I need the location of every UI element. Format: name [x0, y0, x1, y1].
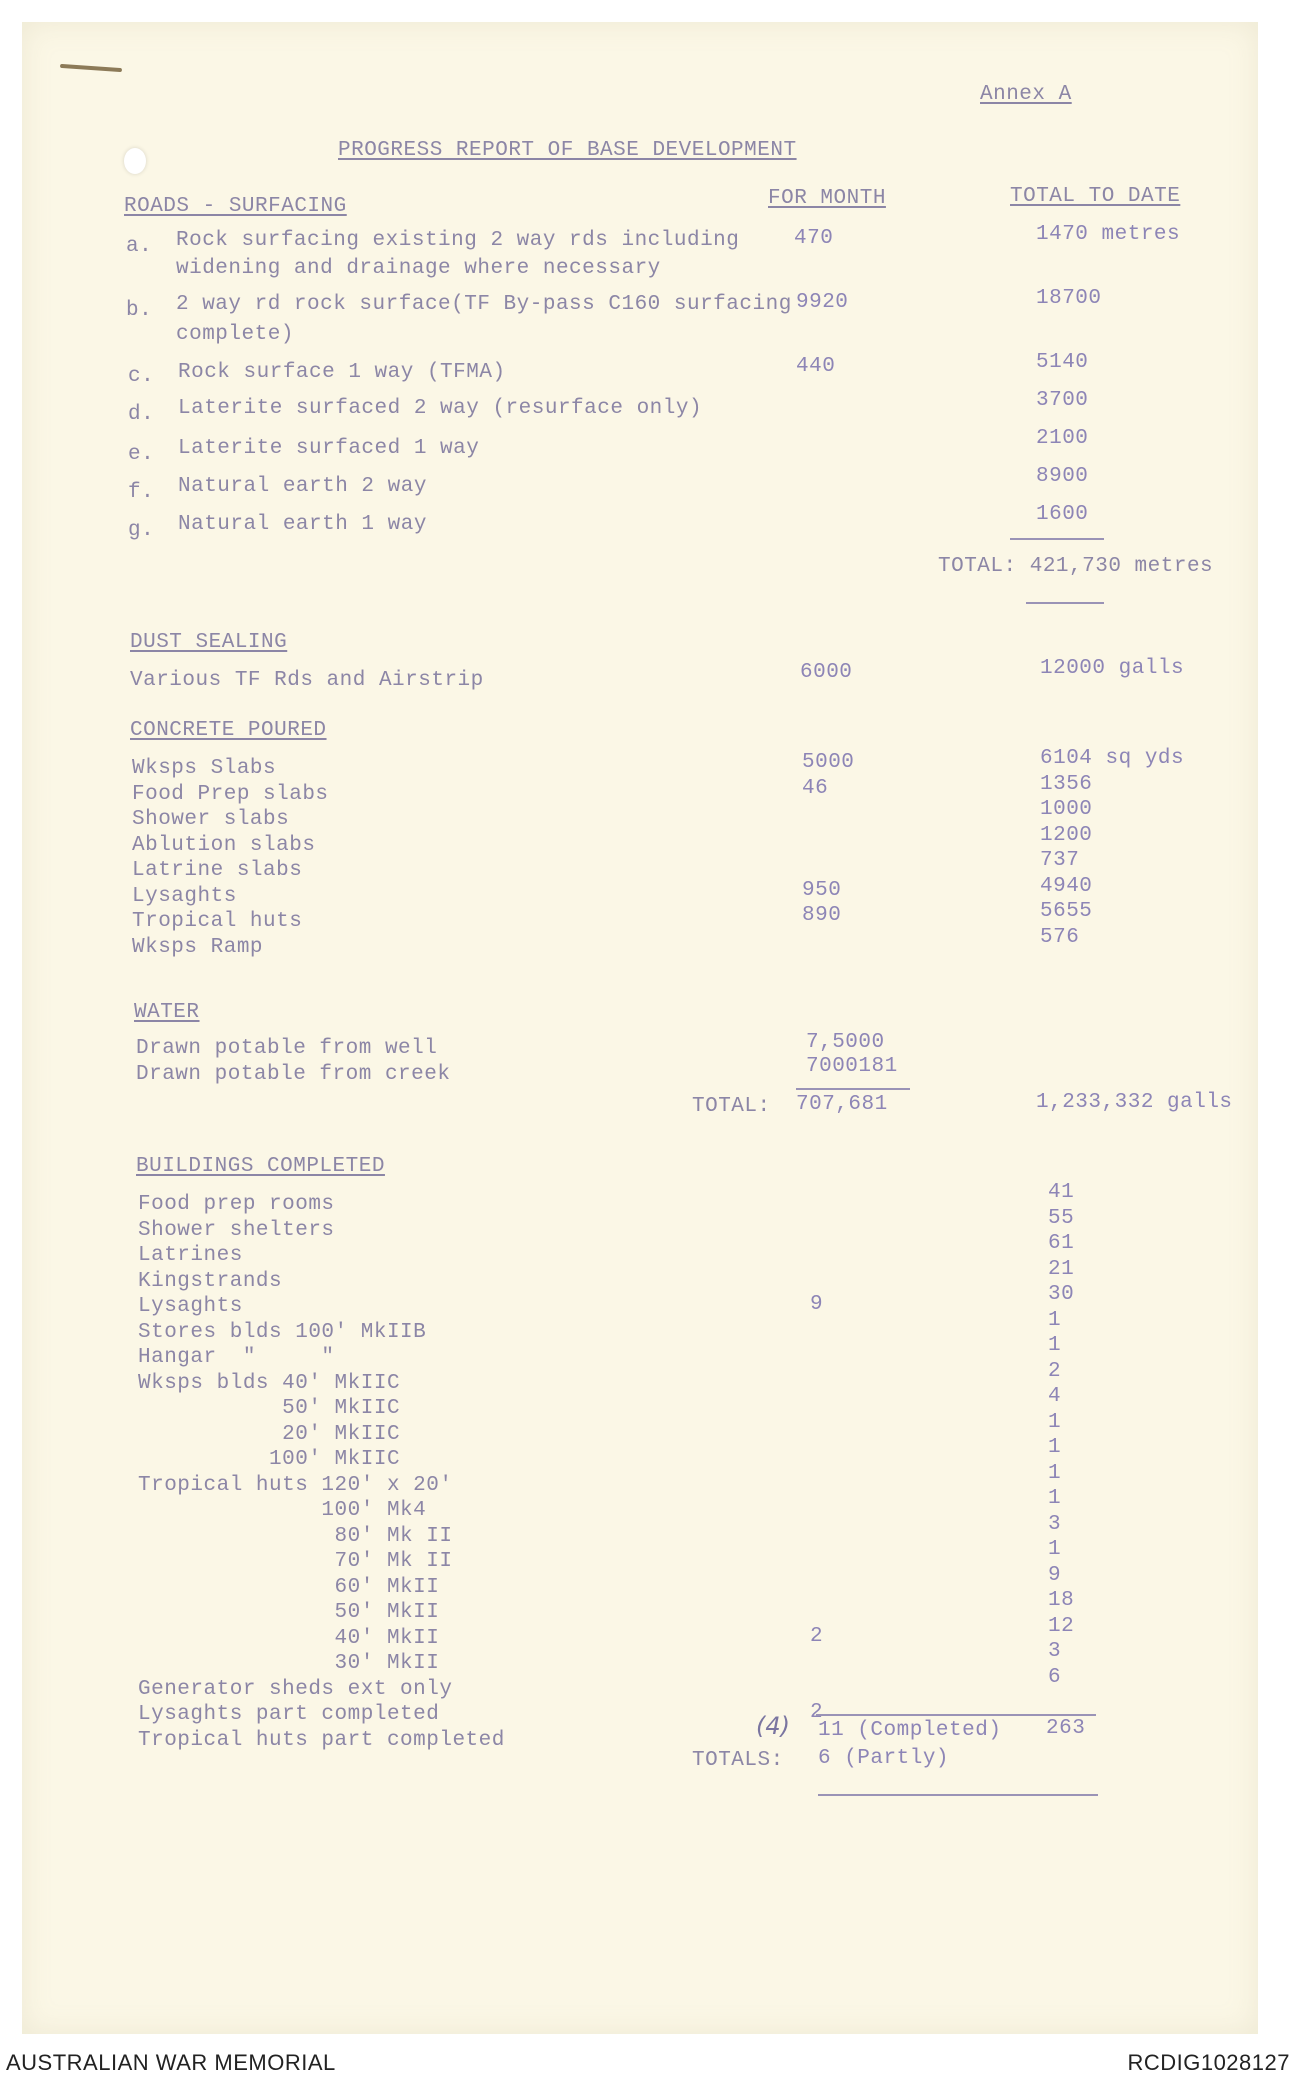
concrete-item-label: Ablution slabs	[132, 833, 316, 857]
building-item-total: 18	[1048, 1589, 1075, 1612]
building-item-total: 9	[1048, 1563, 1062, 1587]
concrete-item-total: 1000	[1040, 798, 1093, 821]
building-item-label: Kingstrands	[138, 1269, 283, 1293]
road-item-letter: g.	[128, 519, 155, 542]
handwritten-note: (4)	[756, 1712, 790, 1740]
buildings-total-to-date: 263	[1046, 1717, 1086, 1740]
concrete-item-total: 4940	[1040, 874, 1093, 898]
concrete-heading: CONCRETE POURED	[130, 719, 327, 742]
road-item-total: 8900	[1036, 465, 1089, 488]
concrete-item-month: 950	[802, 878, 842, 902]
building-item-total: 4	[1048, 1385, 1062, 1408]
road-item-total: 1470 metres	[1036, 223, 1181, 246]
concrete-item-total: 737	[1040, 849, 1080, 872]
building-item-total: 61	[1048, 1232, 1075, 1255]
building-item-label: 40' MkII	[138, 1626, 440, 1650]
water-month: 7,5000	[806, 1031, 885, 1054]
road-item-label: Natural earth 2 way	[178, 475, 427, 498]
water-label: Drawn potable from creek	[136, 1063, 451, 1086]
concrete-item-total: 5655	[1040, 900, 1093, 923]
building-item-label: 100' Mk4	[138, 1499, 427, 1522]
building-item-label: Generator sheds ext only	[138, 1677, 453, 1701]
building-item-total: 6	[1048, 1665, 1062, 1689]
punch-hole	[124, 148, 146, 174]
dust-heading: DUST SEALING	[130, 631, 288, 654]
building-item-total: 30	[1048, 1283, 1075, 1306]
road-item-total: 5140	[1036, 351, 1089, 374]
building-item-month: 2	[810, 1624, 824, 1648]
road-item-letter: c.	[128, 365, 155, 388]
concrete-item-label: Tropical huts	[132, 910, 303, 933]
building-item-total: 1	[1048, 1308, 1062, 1332]
road-item-letter: d.	[128, 403, 155, 426]
annex-label: Annex A	[980, 83, 1072, 106]
concrete-item-label: Wksps Ramp	[132, 935, 264, 959]
concrete-item-total: 1356	[1040, 772, 1093, 796]
building-item-total: 3	[1048, 1512, 1062, 1536]
water-total-to-date: 1,233,332 galls	[1036, 1091, 1233, 1114]
building-item-label: Hangar " "	[138, 1346, 335, 1369]
building-item-label: 30' MkII	[138, 1652, 440, 1675]
roads-heading: ROADS - SURFACING	[124, 195, 347, 218]
water-label: Drawn potable from well	[136, 1037, 438, 1060]
concrete-item-label: Food Prep slabs	[132, 782, 329, 806]
building-item-label: Lysaghts part completed	[138, 1703, 440, 1726]
buildings-total-underline	[818, 1794, 1098, 1796]
concrete-item-label: Wksps Slabs	[132, 757, 277, 780]
building-item-label: Tropical huts part completed	[138, 1728, 505, 1752]
building-item-total: 1	[1048, 1538, 1062, 1561]
building-item-total: 41	[1048, 1181, 1075, 1204]
road-item-total: 18700	[1036, 287, 1102, 310]
buildings-totals-label: TOTALS:	[692, 1749, 784, 1772]
road-total-underline	[1026, 602, 1104, 604]
road-grand-total: TOTAL: 421,730 metres	[938, 555, 1214, 578]
dust-month: 6000	[800, 661, 853, 684]
road-item-label: 2 way rd rock surface(TF By-pass C160 surfacing	[176, 293, 792, 316]
building-item-total: 1	[1048, 1410, 1062, 1434]
road-item-total: 2100	[1036, 427, 1089, 450]
building-item-label: Shower shelters	[138, 1218, 335, 1242]
building-item-label: 20' MkIIC	[138, 1422, 401, 1446]
dust-total: 12000 galls	[1040, 657, 1185, 680]
staple-mark	[60, 64, 122, 72]
road-item-label: complete)	[176, 323, 294, 346]
building-item-label: Latrines	[138, 1244, 243, 1267]
dust-label: Various TF Rds and Airstrip	[130, 669, 484, 692]
footer-source: AUSTRALIAN WAR MEMORIAL	[6, 2050, 336, 2075]
building-item-label: Tropical huts 120' x 20'	[138, 1473, 453, 1497]
building-item-month: 9	[810, 1293, 824, 1316]
concrete-item-total: 576	[1040, 925, 1080, 949]
road-total-rule	[1010, 538, 1104, 540]
col-for-month: FOR MONTH	[768, 187, 886, 210]
water-heading: WATER	[134, 1001, 200, 1024]
road-item-letter: f.	[128, 481, 155, 504]
building-item-total: 21	[1048, 1257, 1075, 1281]
building-item-total: 1	[1048, 1487, 1062, 1510]
building-item-label: Wksps blds 40' MkIIC	[138, 1371, 401, 1395]
building-item-label: 50' MkII	[138, 1601, 440, 1624]
road-item-label: Rock surfacing existing 2 way rds including	[176, 229, 740, 252]
road-item-month: 440	[796, 355, 836, 378]
building-item-total: 1	[1048, 1334, 1062, 1357]
concrete-item-label: Latrine slabs	[132, 859, 303, 882]
road-item-label: Natural earth 1 way	[178, 513, 427, 536]
water-total-rule	[796, 1088, 910, 1090]
concrete-item-label: Lysaghts	[132, 884, 237, 908]
road-item-label: widening and drainage where necessary	[176, 257, 661, 280]
road-item-total: 3700	[1036, 389, 1089, 412]
concrete-item-total: 6104 sq yds	[1040, 747, 1185, 770]
water-month: 7000181	[806, 1055, 898, 1078]
road-item-total: 1600	[1036, 503, 1089, 526]
buildings-total-completed: 11 (Completed)	[818, 1719, 1002, 1742]
concrete-item-total: 1200	[1040, 823, 1093, 847]
building-item-label: 70' Mk II	[138, 1550, 453, 1573]
road-item-letter: b.	[126, 299, 153, 322]
concrete-item-month: 5000	[802, 751, 855, 774]
road-item-letter: e.	[128, 443, 155, 466]
buildings-total-partly: 6 (Partly)	[818, 1747, 950, 1770]
water-total-label: TOTAL:	[692, 1095, 771, 1118]
road-item-month: 470	[794, 227, 834, 250]
concrete-item-month: 46	[802, 776, 829, 800]
building-item-total: 1	[1048, 1461, 1062, 1485]
water-total-month: 707,681	[796, 1093, 888, 1116]
col-total-to-date: TOTAL TO DATE	[1010, 185, 1181, 208]
building-item-label: 60' MkII	[138, 1575, 440, 1599]
building-item-label: 50' MkIIC	[138, 1397, 401, 1420]
road-item-month: 9920	[796, 291, 849, 314]
building-item-total: 1	[1048, 1436, 1062, 1459]
buildings-heading: BUILDINGS COMPLETED	[136, 1155, 385, 1178]
building-item-total: 3	[1048, 1640, 1062, 1663]
building-item-label: Lysaghts	[138, 1295, 243, 1318]
footer-id: RCDIG1028127	[1127, 2050, 1290, 2075]
concrete-item-month: 890	[802, 904, 842, 927]
building-item-total: 12	[1048, 1614, 1075, 1638]
road-item-label: Rock surface 1 way (TFMA)	[178, 361, 506, 384]
road-item-label: Laterite surfaced 2 way (resurface only)	[178, 397, 703, 420]
building-item-label: 100' MkIIC	[138, 1448, 401, 1471]
concrete-item-label: Shower slabs	[132, 808, 290, 831]
document-title: PROGRESS REPORT OF BASE DEVELOPMENT	[338, 139, 797, 162]
building-item-total: 55	[1048, 1206, 1075, 1230]
building-item-month: 2	[810, 1701, 824, 1724]
road-item-label: Laterite surfaced 1 way	[178, 437, 480, 460]
building-item-label: Stores blds 100' MkIIB	[138, 1320, 427, 1344]
building-item-label: 80' Mk II	[138, 1524, 453, 1548]
building-item-label: Food prep rooms	[138, 1193, 335, 1216]
road-item-letter: a.	[126, 235, 153, 258]
building-item-total: 2	[1048, 1359, 1062, 1383]
